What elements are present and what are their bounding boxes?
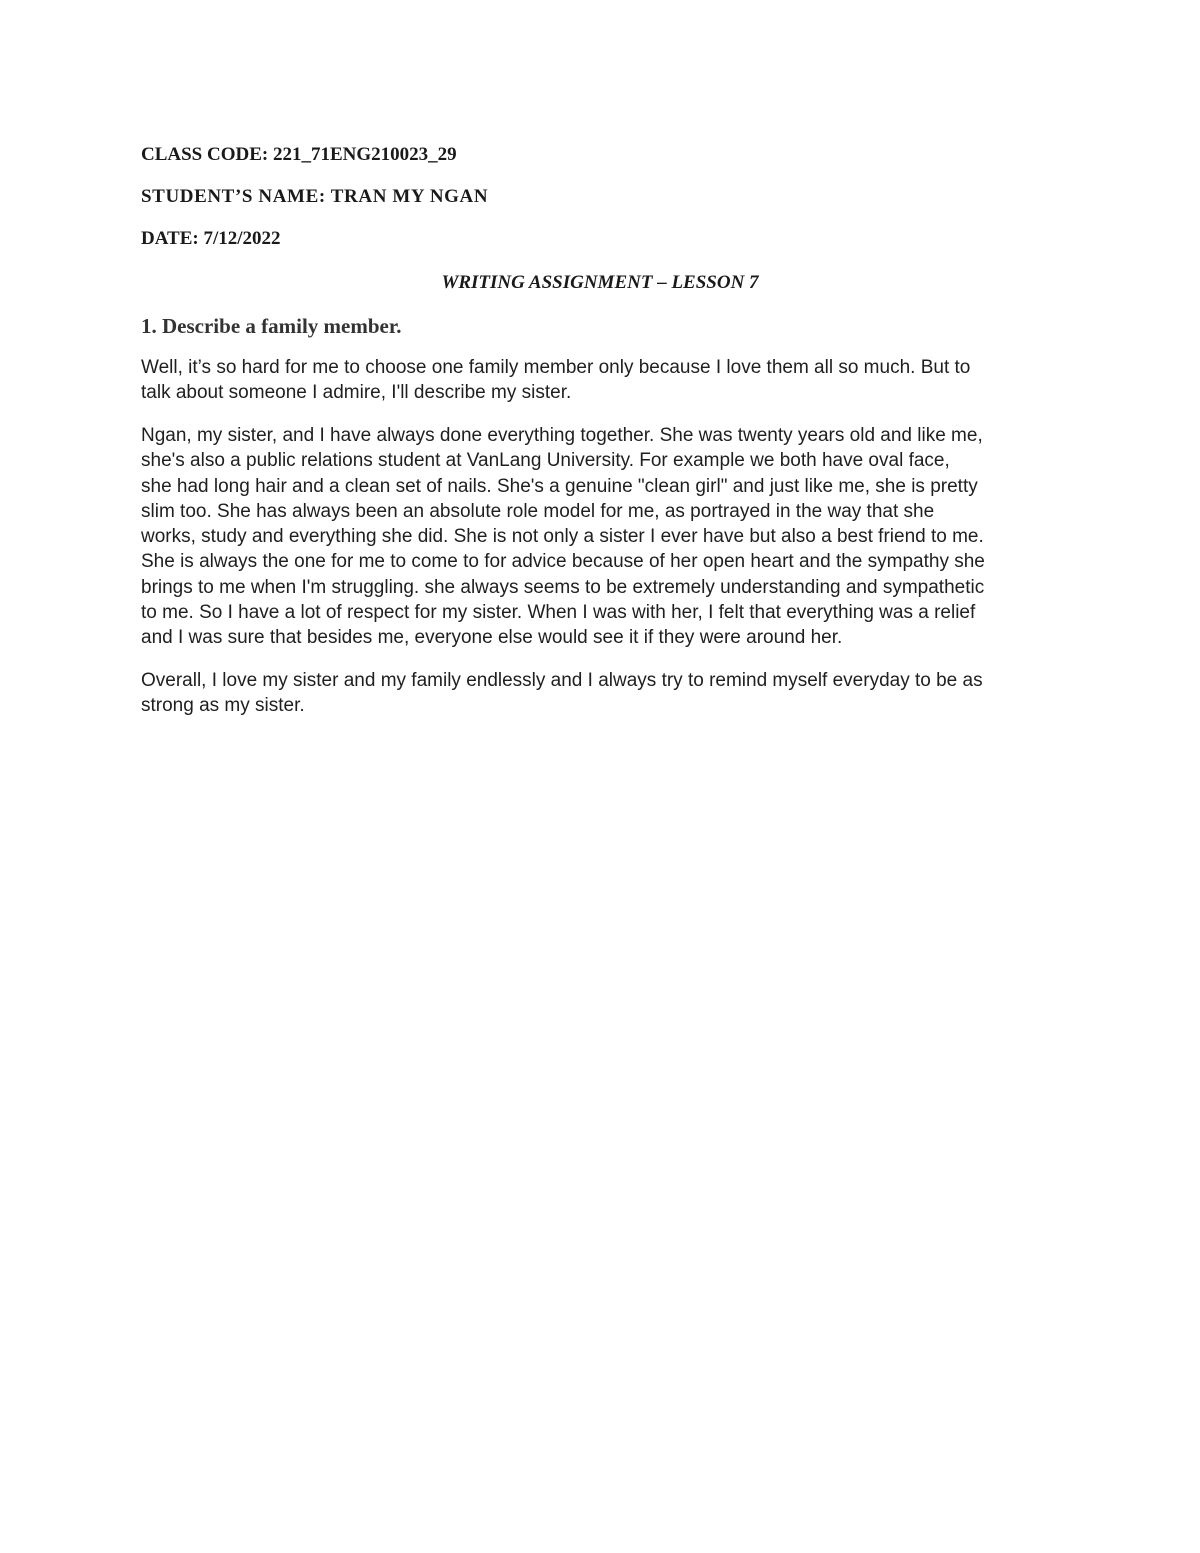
text-line: strong as my sister. xyxy=(141,695,305,717)
text-line: works, study and everything she did. She is not only a sister I ever have but also a best friend to me. xyxy=(141,526,984,548)
text-line: brings to me when I'm struggling. she always seems to be extremely understanding and sympathetic xyxy=(141,576,985,598)
text-line: She is always the one for me to come to for advice because of her open heart and the sympathy she xyxy=(141,551,985,573)
question-heading: 1. Describe a family member. xyxy=(141,314,402,338)
paragraph-body xyxy=(141,423,1071,651)
text-line: talk about someone I admire, I'll describe my sister. xyxy=(141,382,572,404)
student-name: STUDENT’S NAME: TRAN MY NGAN xyxy=(141,186,489,207)
text-line: Well, it’s so hard for me to choose one family member only because I love them all so much. But to xyxy=(141,357,971,378)
paragraph-conclusion xyxy=(141,668,1071,719)
assignment-title: WRITING ASSIGNMENT – LESSON 7 xyxy=(441,272,759,293)
text-line: slim too. She has always been an absolute role model for me, as portrayed in the way that she xyxy=(141,500,935,522)
submission-date: DATE: 7/12/2022 xyxy=(141,228,281,249)
text-line: and I was sure that besides me, everyone else would see it if they were around her. xyxy=(141,627,843,649)
class-code: CLASS CODE: 221_71ENG210023_29 xyxy=(141,144,457,165)
text-line: she had long hair and a clean set of nails. She's a genuine "clean girl" and just like me, she is pretty xyxy=(141,475,978,497)
text-line: she's also a public relations student at VanLang University. For example we both have oval face, xyxy=(141,450,950,472)
paragraph-intro xyxy=(141,355,1071,406)
text-line: to me. So I have a lot of respect for my sister. When I was with her, I felt that everything was a relief xyxy=(141,602,976,624)
text-line: Overall, I love my sister and my family endlessly and I always try to remind myself everyday to be as xyxy=(141,670,983,691)
text-line: Ngan, my sister, and I have always done everything together. She was twenty years old and like me, xyxy=(141,425,983,446)
